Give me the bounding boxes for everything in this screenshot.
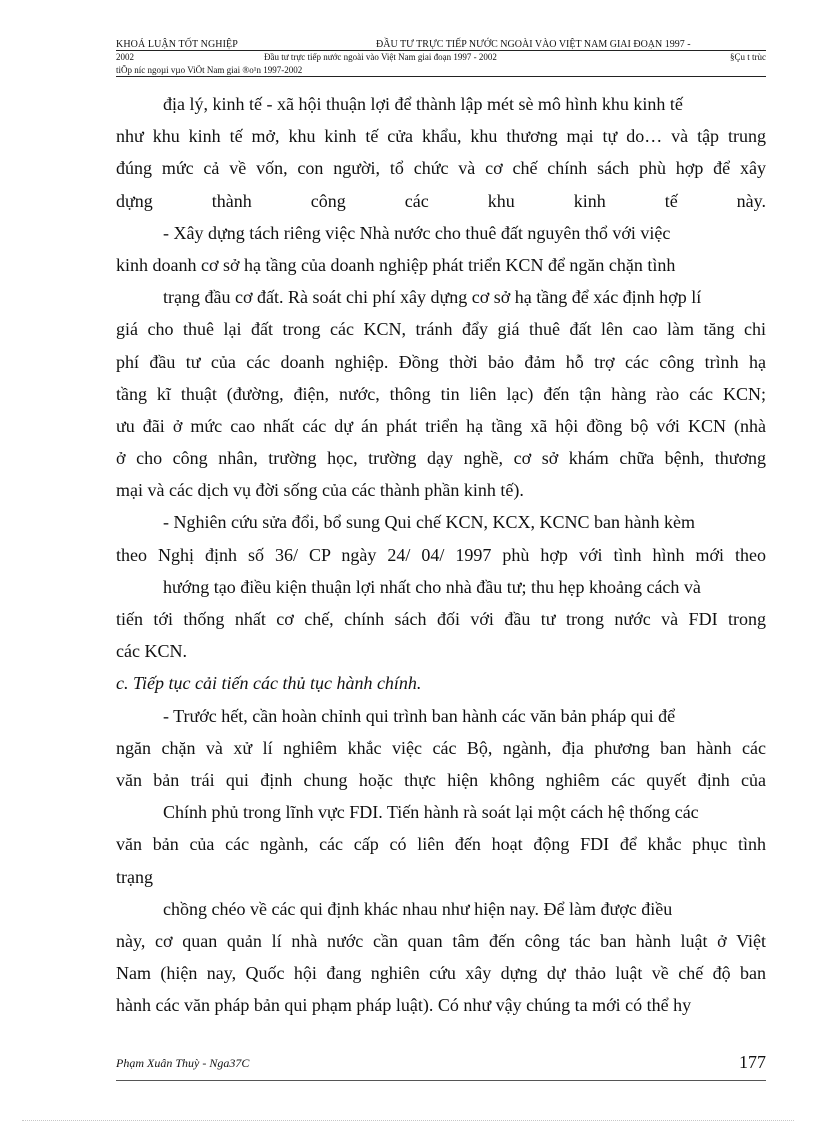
text-line: hành các văn pháp bản qui phạm pháp luật). Có như vậy chúng ta mới có thể hy bbox=[116, 995, 692, 1016]
text-line: ưu đãi ở mức cao nhất các dự án phát triển hạ tầng xã hội đồng bộ với KCN (nhà bbox=[116, 415, 766, 436]
page-body bbox=[116, 88, 766, 1021]
text-line: phí đầu tư của các doanh nghiệp. Đồng thời bảo đảm hỗ trợ các công trình hạ bbox=[116, 351, 766, 372]
header-garbled-title: tiÕp níc ngoµi vµo ViÖt Nam giai ®o¹n 1997-2002 bbox=[116, 65, 303, 75]
text-line: mại và các dịch vụ đời sống của các thành phần kinh tế). bbox=[116, 480, 524, 501]
text-line: - Xây dựng tách riêng việc Nhà nước cho thuê đất nguyên thổ với việc bbox=[163, 222, 671, 243]
page-number: 177 bbox=[739, 1052, 766, 1072]
text-line: dựng thành công các khu kinh tế này. bbox=[116, 190, 766, 211]
header-subline-garbled: §Çu t trùc bbox=[730, 52, 766, 62]
text-line: địa lý, kinh tế - xã hội thuận lợi để thành lập mét sè mô hình khu kinh tế bbox=[163, 94, 683, 114]
header-subline-title: Đầu tư trực tiếp nước ngoài vào Việt Nam giai đoạn 1997 - 2002 bbox=[264, 52, 497, 62]
header-rule bbox=[116, 50, 766, 51]
text-line: - Trước hết, cần hoàn chỉnh qui trình ban hành các văn bản pháp qui để bbox=[163, 705, 676, 726]
text-line: giá cho thuê lại đất trong các KCN, tránh đẩy giá thuê đất lên cao làm tăng chi bbox=[116, 319, 766, 340]
text-line: văn bản của các ngành, các cấp có liên đến hoạt động FDI để khắc phục tình bbox=[116, 834, 766, 855]
section-heading: c. Tiếp tục cải tiến các thủ tục hành chính. bbox=[116, 673, 422, 694]
text-line: văn bản trái qui định chung hoặc thực hiện không nghiêm các quyết định của bbox=[116, 769, 766, 790]
footer-rule bbox=[116, 1080, 766, 1081]
text-line: - Nghiên cứu sửa đổi, bổ sung Qui chế KCN, KCX, KCNC ban hành kèm bbox=[163, 512, 695, 533]
text-line: tiến tới thống nhất cơ chế, chính sách đối với đầu tư trong nước và FDI trong bbox=[116, 609, 766, 629]
text-line: như khu kinh tế mở, khu kinh tế cửa khẩu, khu thương mại tự do… và tập trung bbox=[116, 126, 766, 147]
text-line: Chính phủ trong lĩnh vực FDI. Tiến hành rà soát lại một cách hệ thống các bbox=[163, 802, 699, 823]
text-line: ngăn chặn và xử lí nghiêm khắc việc các Bộ, ngành, địa phương ban hành các bbox=[116, 737, 766, 758]
text-line: kinh doanh cơ sở hạ tầng của doanh nghiệp phát triển KCN để ngăn chặn tình bbox=[116, 254, 676, 275]
footer-author: Phạm Xuân Thuỳ - Nga37C bbox=[116, 1056, 250, 1070]
header-thesis-title: ĐẦU TƯ TRỰC TIẾP NƯỚC NGOÀI VÀO VIỆT NAM GIAI ĐOẠN 1997 - bbox=[376, 39, 691, 50]
text-line: chồng chéo về các qui định khác nhau như hiện nay. Để làm được điều bbox=[163, 898, 673, 919]
text-line: Nam (hiện nay, Quốc hội đang nghiên cứu xây dựng dự thảo luật về chế độ ban bbox=[116, 963, 766, 984]
header-rule-bottom bbox=[116, 76, 766, 77]
text-line: đúng mức cả về vốn, con người, tổ chức và cơ chế chính sách phù hợp để xây bbox=[116, 158, 766, 179]
text-line: tầng kĩ thuật (đường, điện, nước, thông tin liên lạc) đến tận hàng rào các KCN; bbox=[116, 383, 766, 404]
text-line: ở cho công nhân, trường học, trường dạy nghề, cơ sở khám chữa bệnh, thương bbox=[116, 448, 766, 469]
text-line: theo Nghị định số 36/ CP ngày 24/ 04/ 1997 phù hợp với tình hình mới theo bbox=[116, 544, 766, 565]
page-bottom-border bbox=[22, 1120, 794, 1121]
text-line: hướng tạo điều kiện thuận lợi nhất cho nhà đầu tư; thu hẹp khoảng cách và bbox=[163, 576, 701, 597]
text-line: trạng bbox=[116, 866, 153, 887]
text-line: các KCN. bbox=[116, 641, 187, 662]
header-thesis-label: KHOÁ LUẬN TỐT NGHIỆP bbox=[116, 39, 238, 50]
header-subline-year: 2002 bbox=[116, 52, 134, 62]
text-line: này, cơ quan quản lí nhà nước cần quan tâm đến công tác ban hành luật ở Việt bbox=[116, 930, 766, 951]
text-line: trạng đầu cơ đất. Rà soát chi phí xây dựng cơ sở hạ tầng để xác định hợp lí bbox=[163, 287, 702, 308]
